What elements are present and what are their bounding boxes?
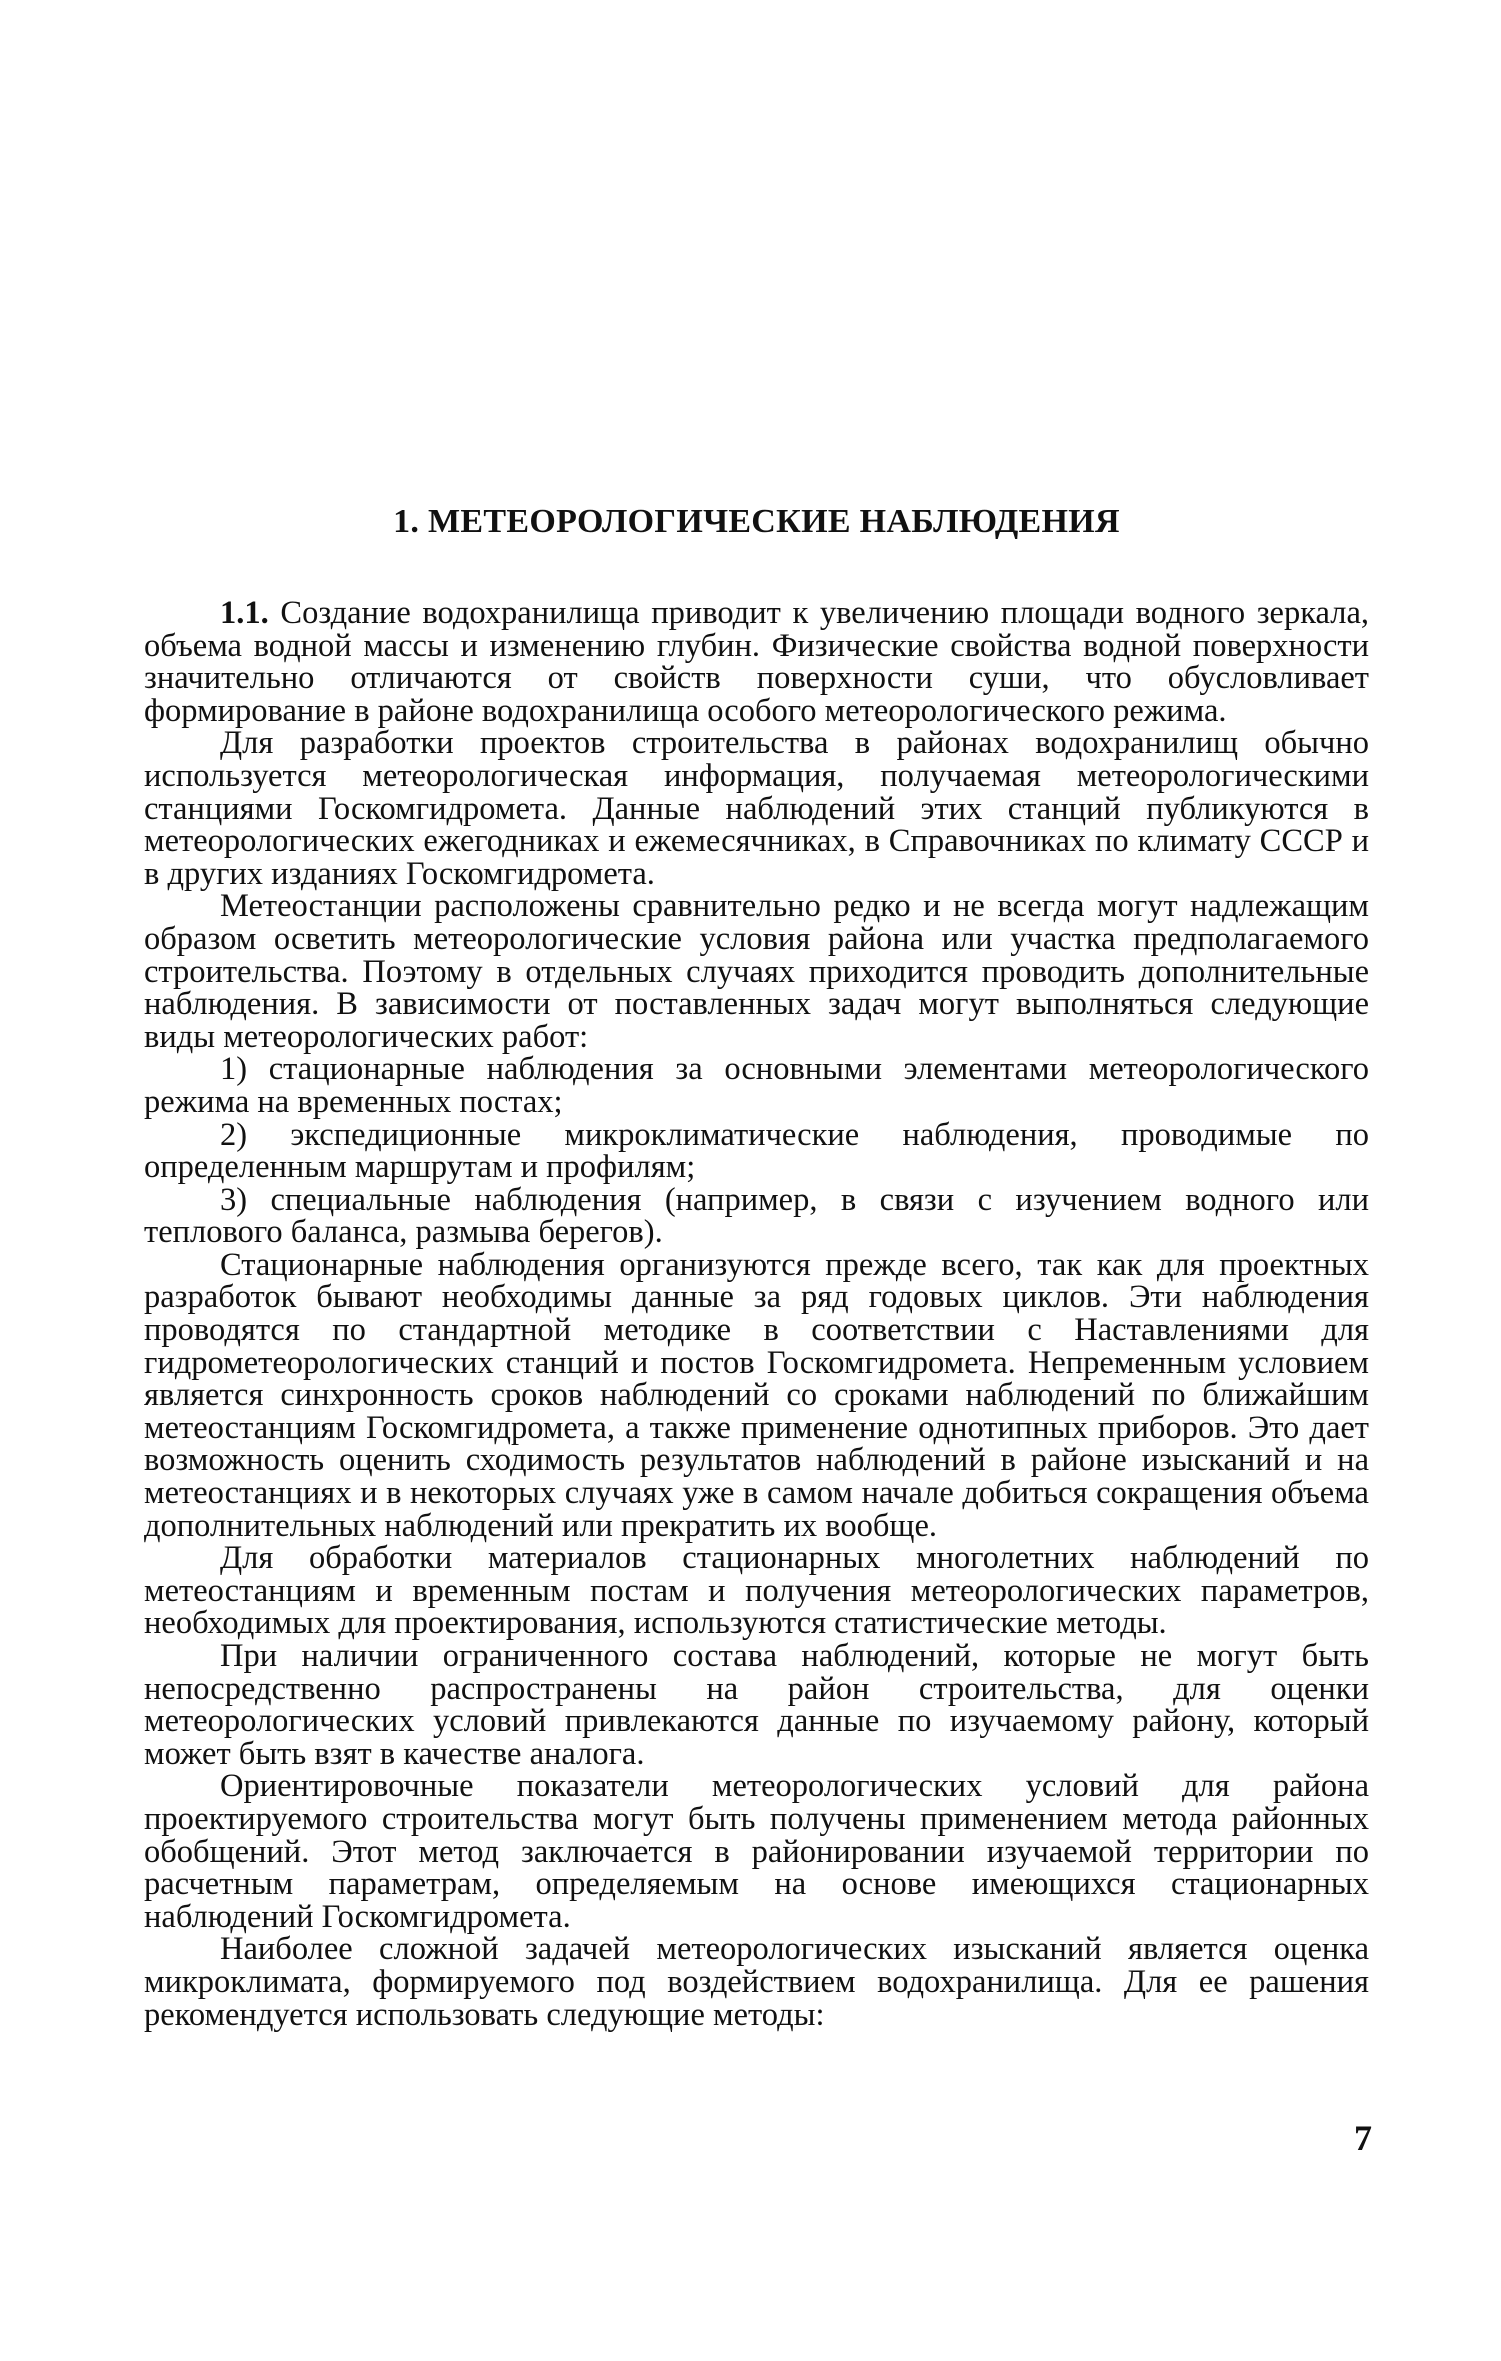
paragraph-7: Ориентировочные показатели метеорологических условий для района проектируемого строительства могут быть получены применением метода районных обобщений. Этот метод заключается в районировании изучаемой территории по расчетным параметрам, определяемым на основе имеющихся стационарных наблюдений Госкомгидромета.: [144, 1768, 1369, 1935]
paragraph-6: При наличии ограниченного состава наблюдений, которые не могут быть непосредственно распространены на район строительства, для оценки метеорологических условий привлекаются данные по изучаемому району, который может быть взят в качестве аналога.: [144, 1638, 1369, 1772]
paragraph-2: Для разработки проектов строительства в районах водохранилищ обычно используется метеорологическая информация, получаемая метеорологическими станциями Госкомгидромета. Данные наблюдений этих станций публикуются в метеорологических ежегодниках и ежемесячниках, в Справочниках по климату СССР и в других изданиях Госкомгидромета.: [144, 725, 1369, 892]
paragraph-5: Для обработки материалов стационарных многолетних наблюдений по метеостанциям и временным постам и получения метеорологических параметров, необходимых для проектирования, используются статистические методы.: [144, 1540, 1369, 1642]
paragraph-4: Стационарные наблюдения организуются прежде всего, так как для проектных разработок бывают необходимы данные за ряд годовых циклов. Эти наблюдения проводятся по стандартной методике в соответствии с Наставлениями для гидрометеорологических станций и постов Госкомгидромета. Непременным условием является синхронность сроков наблюдений со сроками наблюдений по ближайшим метеостанциям Госкомгидромета, а также применение однотипных приборов. Это дает возможность оценить сходимость результатов наблюдений в районе изысканий и на метеостанциях и в некоторых случаях уже в самом начале добиться сокращения объема дополнительных наблюдений или прекратить их вообще.: [144, 1246, 1369, 1544]
section-number: 1.1.: [220, 595, 269, 631]
list-item-3: 3) специальные наблюдения (например, в связи с изучением водного или теплового баланса, размыва берегов).: [144, 1181, 1369, 1251]
paragraph-1-text: Создание водохранилища приводит к увеличению площади водного зеркала, объема водной массы и изменению глубин. Физические свойства водной поверхности значительно отличаются от свойств поверхности суши, что обусловливает формирование в районе водохранилища особого метеорологического режима.: [144, 595, 1369, 729]
list-item-1: 1) стационарные наблюдения за основными элементами метеорологического режима на временных постах;: [144, 1051, 1369, 1120]
paragraph-1: [144, 597, 1369, 727]
list-item-2: 2) экспедиционные микроклиматические наблюдения, проводимые по определенным маршрутам и профилям;: [144, 1116, 1369, 1186]
paragraph-3: Метеостанции расположены сравнительно редко и не всегда могут надлежащим образом осветить метеорологические условия района или участка предполагаемого строительства. Поэтому в отдельных случаях приходится проводить дополнительные наблюдения. В зависимости от поставленных задач могут выполняться следующие виды метеорологических работ:: [144, 888, 1369, 1055]
page-number: 7: [1354, 2118, 1372, 2158]
body-text: [144, 597, 1369, 2031]
chapter-heading: 1. МЕТЕОРОЛОГИЧЕСКИЕ НАБЛЮДЕНИЯ: [393, 503, 1120, 540]
paragraph-8: Наиболее сложной задачей метеорологических изысканий является оценка микроклимата, формируемого под воздействием водохранилища. Для ее рашения рекомендуется использовать следующие методы:: [144, 1931, 1369, 2033]
